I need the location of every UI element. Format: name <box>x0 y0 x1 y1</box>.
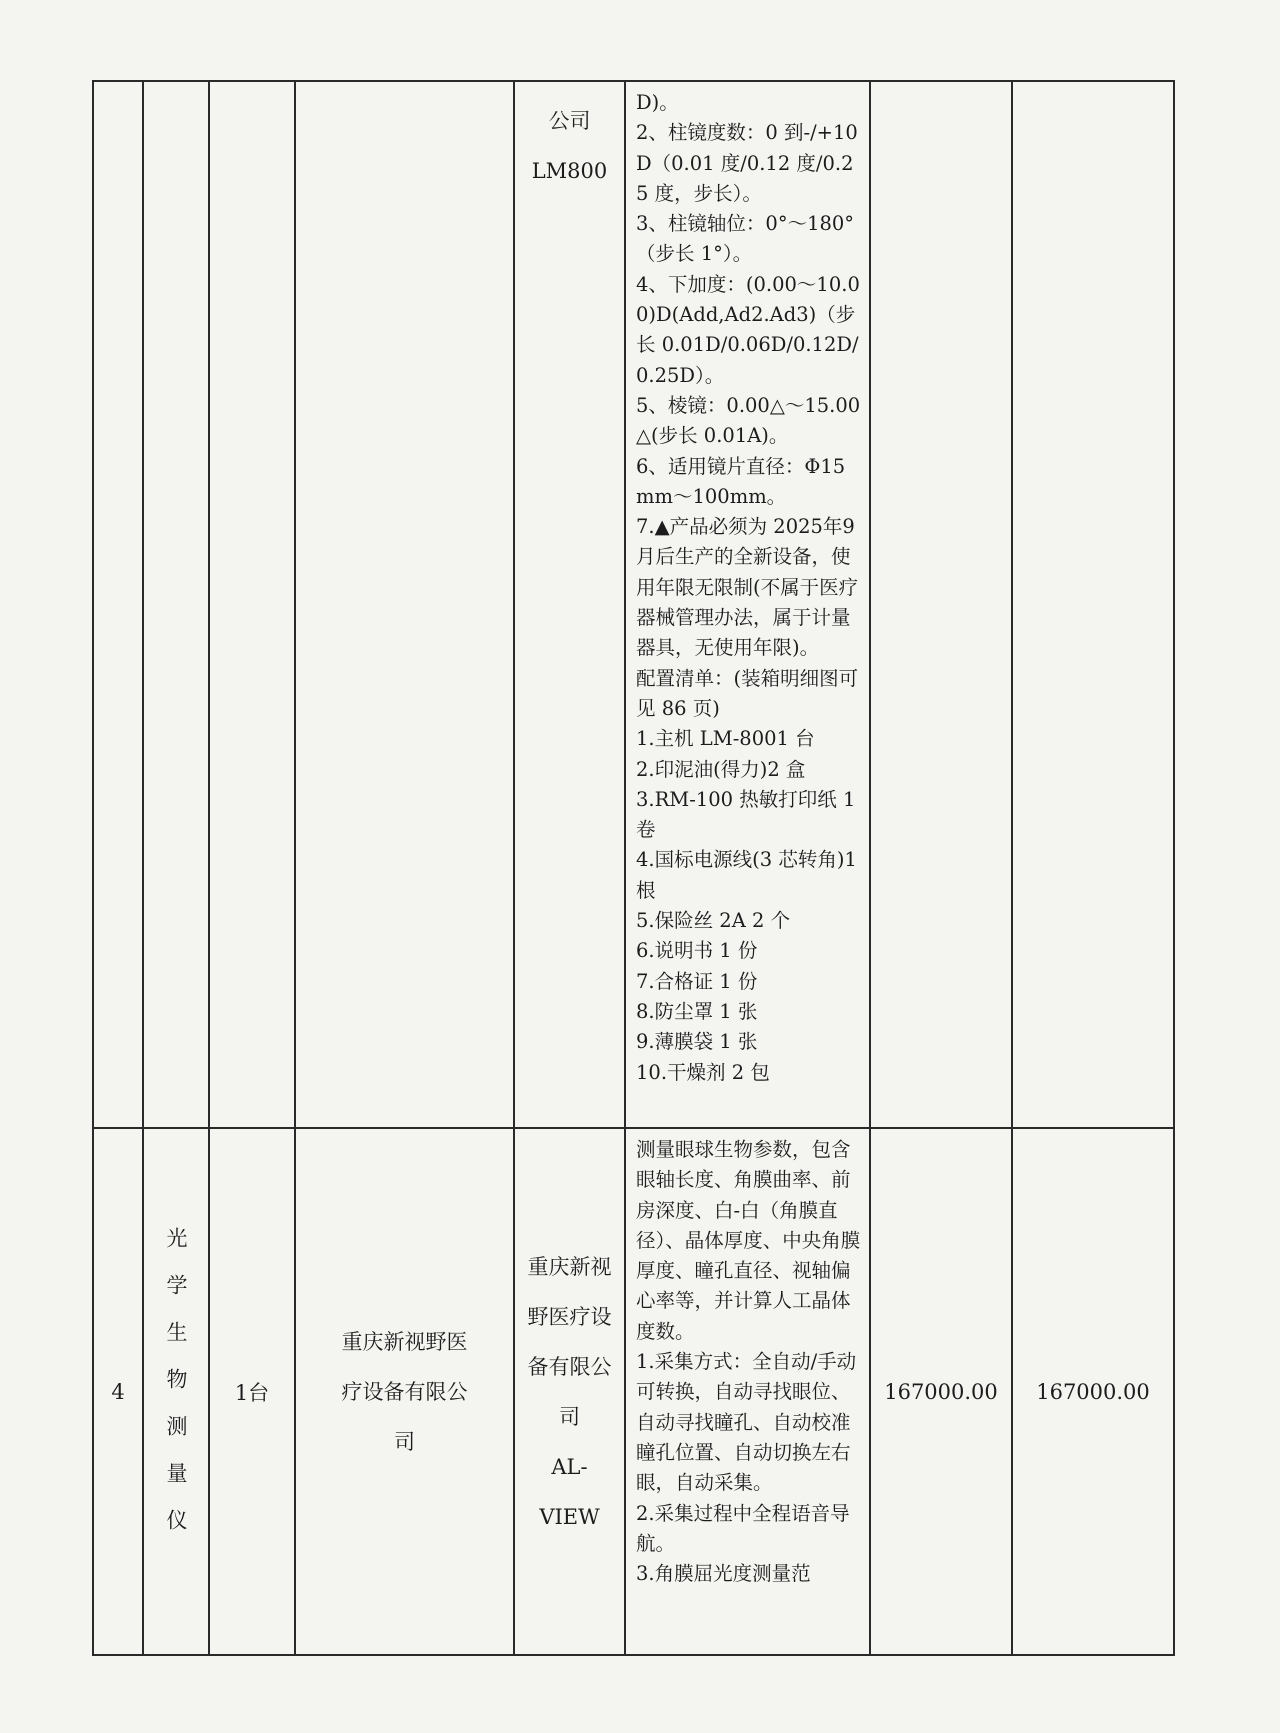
total-price-cell <box>1012 1128 1174 1655</box>
unit-price-cell <box>870 1128 1012 1655</box>
quantity-cell <box>209 81 295 1128</box>
index-cell <box>93 81 143 1128</box>
spec-line: 配置清单：(装箱明细图可见 86 页) <box>636 666 859 720</box>
total-price: 167000.00 <box>1036 1379 1150 1404</box>
supplier-cell <box>295 81 514 1128</box>
supplier-line: 疗设备有限公 <box>341 1379 468 1404</box>
manufacturer-model: AL-VIEW <box>539 1454 600 1529</box>
manufacturer-line: 司 <box>559 1404 580 1429</box>
manufacturer-model: LM800 <box>531 159 608 183</box>
manufacturer-cell <box>514 81 625 1128</box>
spec-line: 1.主机 LM-8001 台 <box>636 727 815 751</box>
quantity-cell <box>209 1128 295 1655</box>
supplier-line: 司 <box>394 1429 415 1454</box>
spec-line: 2.采集过程中全程语音导航。 <box>636 1501 850 1555</box>
spec-cell <box>625 1128 870 1655</box>
spec-line: 3、柱镜轴位：0°～180°（步长 1°）。 <box>636 212 855 266</box>
name-cell <box>143 81 209 1128</box>
spec-line: 1.采集方式：全自动/手动可转换，自动寻找眼位、自动寻找瞳孔、自动校准瞳孔位置、自动切换左右眼，自动采集。 <box>636 1350 857 1495</box>
manufacturer-line: 野医疗设 <box>527 1304 612 1329</box>
spec-line: 5.保险丝 2A 2 个 <box>636 909 791 933</box>
item-name: 光学生物测量仪 <box>164 1227 188 1556</box>
spec-line: 6.说明书 1 份 <box>636 939 758 963</box>
manufacturer-line: 备有限公 <box>527 1354 612 1379</box>
name-cell <box>143 1128 209 1655</box>
spec-line: 7.▲产品必须为 2025年9月后生产的全新设备，使用年限无限制(不属于医疗器械管理办法，属于计量器具，无使用年限)。 <box>636 515 859 660</box>
spec-line: 8.防尘罩 1 张 <box>636 999 758 1023</box>
item-quantity: 1台 <box>234 1380 270 1405</box>
spec-line: 3.角膜屈光度测量范 <box>636 1562 811 1586</box>
spec-line: D)。 <box>636 91 679 114</box>
spec-line: 6、适用镜片直径：Φ15mm～100mm。 <box>636 454 846 508</box>
spec-line: 10.干燥剂 2 包 <box>636 1060 770 1084</box>
supplier-line: 重庆新视野医 <box>341 1329 468 1354</box>
unit-price-cell <box>870 81 1012 1128</box>
spec-line: 2.印泥油(得力)2 盒 <box>636 757 806 781</box>
table-row-item-4 <box>93 1128 1174 1655</box>
table-row-continued <box>93 81 1174 1128</box>
manufacturer-cell <box>514 1128 625 1655</box>
procurement-table <box>92 80 1175 1656</box>
spec-line: 测量眼球生物参数，包含眼轴长度、角膜曲率、前房深度、白-白（角膜直径）、晶体厚度、中央角膜厚度、瞳孔直径、视轴偏心率等，并计算人工晶体度数。 <box>636 1138 861 1343</box>
manufacturer-line: 重庆新视 <box>527 1254 612 1279</box>
spec-cell <box>625 81 870 1128</box>
spec-line: 4、下加度：(0.00～10.00)D(Add,Ad2.Ad3)（步长 0.01D/0.06D/0.12D/0.25D）。 <box>636 272 860 387</box>
spec-line: 9.薄膜袋 1 张 <box>636 1030 758 1054</box>
spec-line: 5、棱镜：0.00△～15.00△(步长 0.01A)。 <box>636 393 861 448</box>
spec-line: 4.国标电源线(3 芯转角)1 根 <box>636 848 857 902</box>
supplier-cell <box>295 1128 514 1655</box>
unit-price: 167000.00 <box>884 1379 998 1404</box>
spec-line: 7.合格证 1 份 <box>636 969 758 993</box>
spec-line: 2、柱镜度数：0 到-/+10D（0.01 度/0.12 度/0.25 度，步长）。 <box>636 121 858 205</box>
item-index: 4 <box>111 1379 125 1404</box>
index-cell <box>93 1128 143 1655</box>
manufacturer-line: 公司 <box>548 109 591 133</box>
total-price-cell <box>1012 81 1174 1128</box>
spec-line: 3.RM-100 热敏打印纸 1卷 <box>636 787 856 842</box>
